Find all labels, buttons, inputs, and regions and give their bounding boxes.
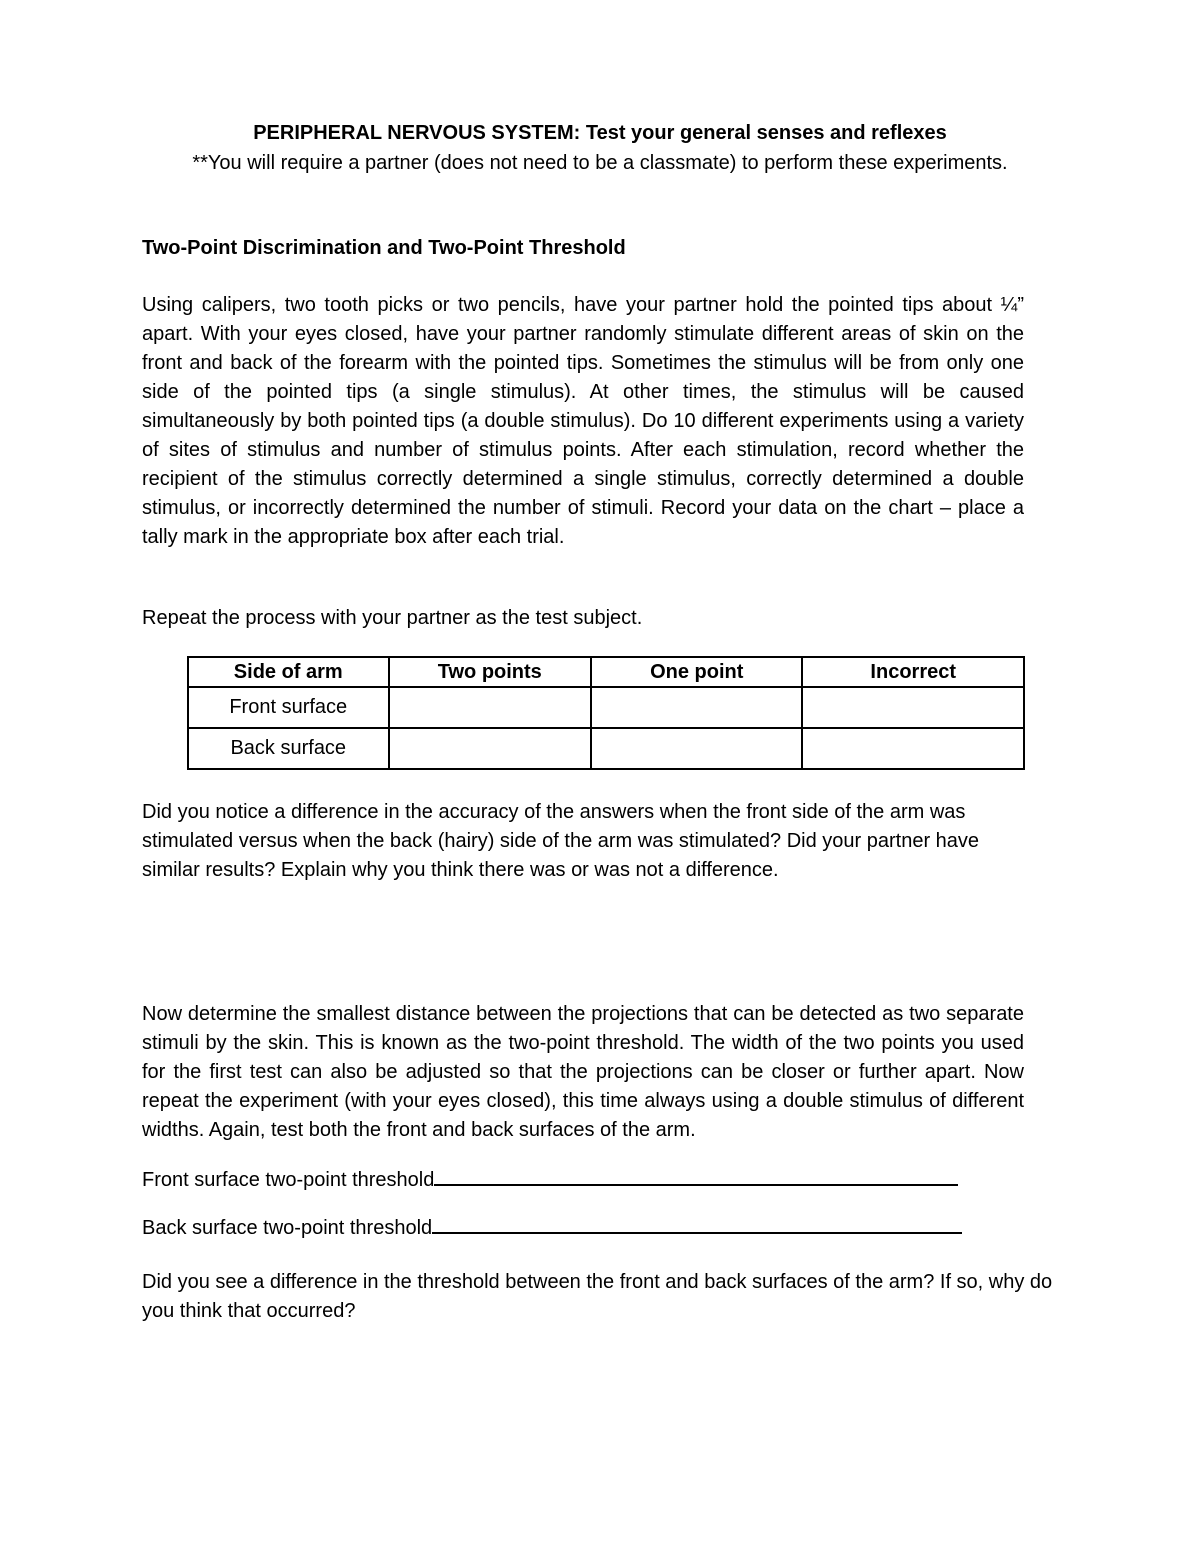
table-header-cell: Incorrect — [802, 657, 1024, 687]
results-table — [187, 656, 1025, 770]
table-cell[interactable] — [802, 687, 1024, 728]
table-header-cell: Side of arm — [188, 657, 389, 687]
table-header-cell: One point — [591, 657, 802, 687]
back-threshold-blank[interactable] — [432, 1210, 962, 1234]
table-cell[interactable] — [591, 687, 802, 728]
table-row-label: Front surface — [188, 687, 389, 728]
table-row — [188, 728, 1024, 769]
question-accuracy: Did you notice a difference in the accuracy of the answers when the front side of the arm was stimulated versus when the back (hairy) side of the arm was stimulated? Did your partner have similar results? Explain why you think there was or was not a difference. — [142, 801, 980, 881]
table-cell[interactable] — [389, 687, 592, 728]
table-cell[interactable] — [802, 728, 1024, 769]
front-threshold-blank[interactable] — [434, 1162, 958, 1186]
back-threshold-label: Back surface two-point threshold — [142, 1217, 433, 1239]
repeat-instruction: Repeat the process with your partner as the test subject. — [142, 607, 643, 629]
section-heading: Two-Point Discrimination and Two-Point Threshold — [142, 237, 626, 259]
table-row-label: Back surface — [188, 728, 389, 769]
table-row — [188, 687, 1024, 728]
question-threshold: Did you see a difference in the threshold between the front and back surfaces of the arm? If so, why do you think that occurred? — [142, 1271, 1053, 1322]
page-title: PERIPHERAL NERVOUS SYSTEM: Test your general senses and reflexes — [253, 122, 947, 144]
page-subtitle: **You will require a partner (does not need to be a classmate) to perform these experiments. — [192, 152, 1008, 174]
table-header-cell: Two points — [389, 657, 592, 687]
table-cell[interactable] — [389, 728, 592, 769]
front-threshold-label: Front surface two-point threshold — [142, 1169, 435, 1191]
instructions-paragraph: Using calipers, two tooth picks or two pencils, have your partner hold the pointed tips about ¼” apart. With your eyes closed, have your partner randomly stimulate different areas of skin on the front and back of the forearm with the pointed tips. Sometimes the stimulus will be from only one side of the pointed tips (a single stimulus). At other times, the stimulus will be caused simultaneously by both pointed tips (a double stimulus). Do 10 different experiments using a variety of sites of stimulus and number of stimulus points. After each stimulation, record whether the recipient of the stimulus correctly determined a single stimulus, correctly determined a double stimulus, or incorrectly determined the number of stimuli. Record your data on the chart – place a tally mark in the appropriate box after each trial. — [142, 294, 1024, 548]
front-threshold-line — [142, 1162, 958, 1194]
table-cell[interactable] — [591, 728, 802, 769]
table-header-row — [188, 657, 1024, 687]
back-threshold-line — [142, 1210, 962, 1242]
threshold-paragraph: Now determine the smallest distance between the projections that can be detected as two separate stimuli by the skin. This is known as the two-point threshold. The width of the two points you used for the first test can also be adjusted so that the projections can be closer or further apart. Now repeat the experiment (with your eyes closed), this time always using a double stimulus of different widths. Again, test both the front and back surfaces of the arm. — [142, 1003, 1024, 1141]
